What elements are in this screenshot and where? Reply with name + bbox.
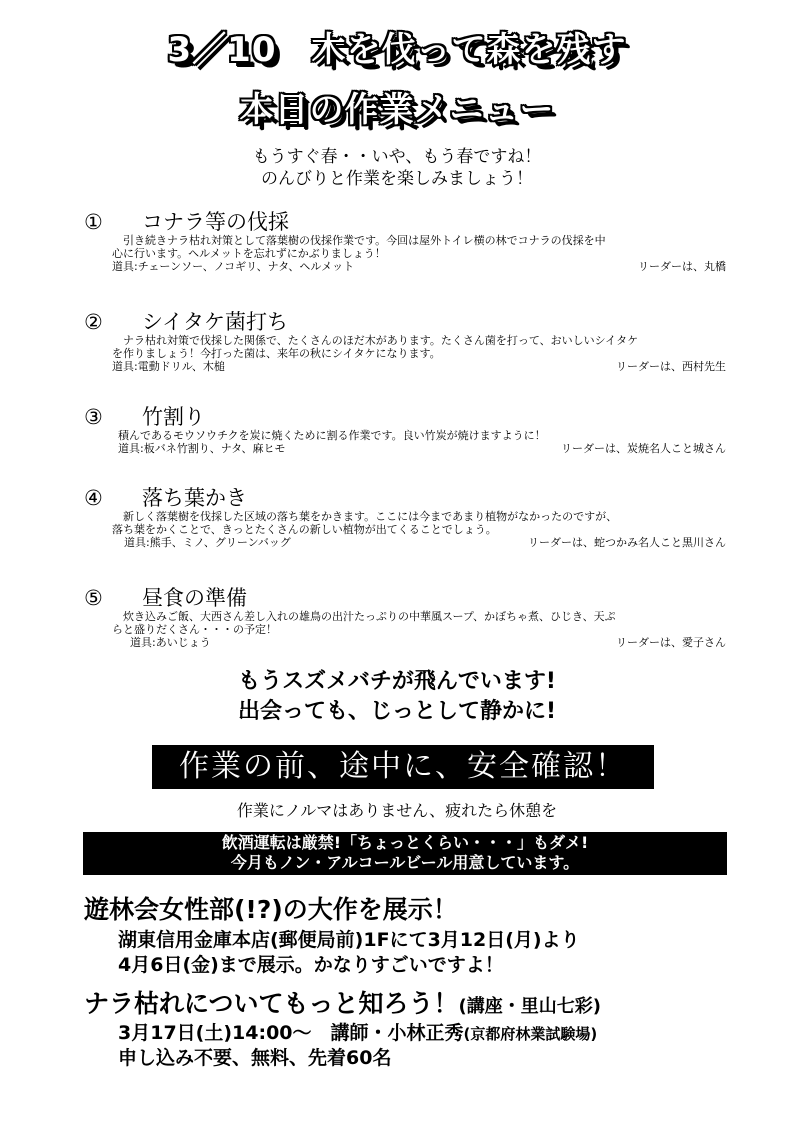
lecture-title-note: (講座・里山七彩) [458, 996, 601, 1017]
item-description: 炊き込みご飯、大西さん差し入れの雄鳥の出汁たっぷりの中華風スープ、かぼちゃ煮、ひじき、天ぷ [112, 610, 616, 623]
menu-item-title [84, 586, 726, 610]
item-leader: リーダーは、炭焼名人こと城さん [561, 442, 726, 455]
item-tools: 道具:チェーンソー、ノコギリ、ナタ、ヘルメット [112, 260, 355, 273]
lecture-line-1 [118, 1018, 597, 1045]
item-description: 積んであるモウソウチクを炭に焼くために割る作業です。良い竹炭が焼けますように！ [118, 429, 546, 442]
hornet-warning-line-1: もうスズメバチが飛んでいます! [238, 669, 556, 694]
item-tools-row [124, 536, 726, 549]
item-description: 新しく落葉樹を伐採した区域の落ち葉をかきます。ここには今まであまり植物がなかったのですが、 [112, 510, 618, 523]
menu-item-title [84, 486, 726, 510]
intro-line-2: のんびりと作業を楽しみましょう！ [261, 169, 533, 189]
item-leader: リーダーは、西村先生 [616, 360, 726, 373]
item-number: ② [84, 310, 103, 334]
exhibit-line-1: 湖東信用金庫本店(郵便局前)1Fにて3月12日(月)より [118, 929, 580, 951]
item-leader: リーダーは、蛇つかみ名人こと黒川さん [528, 536, 726, 549]
item-tools-row [112, 360, 726, 373]
item-title-text: シイタケ菌打ち [142, 310, 288, 334]
drinking-notice [83, 832, 727, 875]
menu-item-4 [84, 486, 726, 549]
menu-item-title [84, 405, 726, 429]
menu-item-3 [84, 405, 726, 455]
menu-item-2 [84, 310, 726, 373]
safety-banner: 作業の前、途中に、安全確認！ [152, 745, 654, 789]
page-subtitle: 本日の作業メニュー [239, 90, 555, 130]
item-tools: 道具:電動ドリル、木槌 [112, 360, 225, 373]
item-description: ナラ枯れ対策で伐採した関係で、たくさんのほだ木があります。たくさん菌を打って、おいしいシイタケ [112, 334, 639, 347]
item-title-text: コナラ等の伐採 [142, 210, 289, 234]
item-description: らと盛りだくさん・・・の予定！ [112, 623, 277, 636]
item-tools-row [112, 260, 726, 273]
item-description: 落ち葉をかくことで、きっとたくさんの新しい植物が出てくることでしょう。 [112, 523, 497, 536]
lecture-title: ナラ枯れについてもっと知ろう！ [84, 989, 459, 1018]
item-title-text: 落ち葉かき [142, 486, 247, 510]
item-leader: リーダーは、愛子さん [616, 636, 726, 649]
lecture-affiliation: (京都府林業試験場) [463, 1025, 598, 1043]
item-tools-row [118, 442, 726, 455]
item-title-text: 昼食の準備 [142, 586, 247, 610]
item-description: を作りましょう！今打った菌は、来年の秋にシイタケになります。 [112, 347, 441, 360]
menu-item-title [84, 210, 726, 234]
intro-line-1: もうすぐ春・・いや、もう春ですね！ [252, 147, 542, 167]
item-description: 心に行います。ヘルメットを忘れずにかぶりましょう！ [112, 247, 386, 260]
hornet-warning-line-2: 出会っても、じっとして静かに! [237, 699, 557, 724]
drinking-notice-line-1: 飲酒運転は厳禁!「ちょっとくらい・・・」もダメ! [221, 833, 589, 852]
item-number: ① [84, 210, 103, 234]
item-tools-row [130, 636, 726, 649]
item-number: ⑤ [84, 586, 103, 610]
item-number: ③ [84, 405, 103, 429]
exhibit-line-2: 4月6日(金)まで展示。かなりすごいですよ！ [118, 954, 504, 976]
item-tools: 道具:熊手、ミノ、グリーンバッグ [124, 536, 291, 549]
safety-subtext: 作業にノルマはありません、疲れたら休憩を [236, 801, 558, 820]
lecture-title-row [84, 984, 601, 1020]
item-title-text: 竹割り [142, 405, 205, 429]
exhibit-title: 遊林会女性部(!?)の大作を展示！ [84, 895, 458, 924]
item-number: ④ [84, 486, 103, 510]
item-tools: 道具:板バネ竹割り、ナタ、麻ヒモ [118, 442, 286, 455]
item-leader: リーダーは、丸橋 [638, 260, 726, 273]
lecture-line-2: 申し込み不要、無料、先着60名 [118, 1047, 392, 1069]
page-title: 3／10 木を伐って森を残す [167, 30, 627, 70]
item-description: 引き続きナラ枯れ対策として落葉樹の伐採作業です。今回は屋外トイレ横の林でコナラの伐採を中 [112, 234, 606, 247]
drinking-notice-line-2: 今月もノン・アルコールビール用意しています。 [230, 853, 580, 872]
menu-item-title [84, 310, 726, 334]
item-tools: 道具:あいじょう [130, 636, 211, 649]
menu-item-5 [84, 586, 726, 649]
lecture-date-instructor: 3月17日(土)14:00～ 講師・小林正秀 [118, 1022, 464, 1044]
menu-item-1 [84, 210, 726, 273]
